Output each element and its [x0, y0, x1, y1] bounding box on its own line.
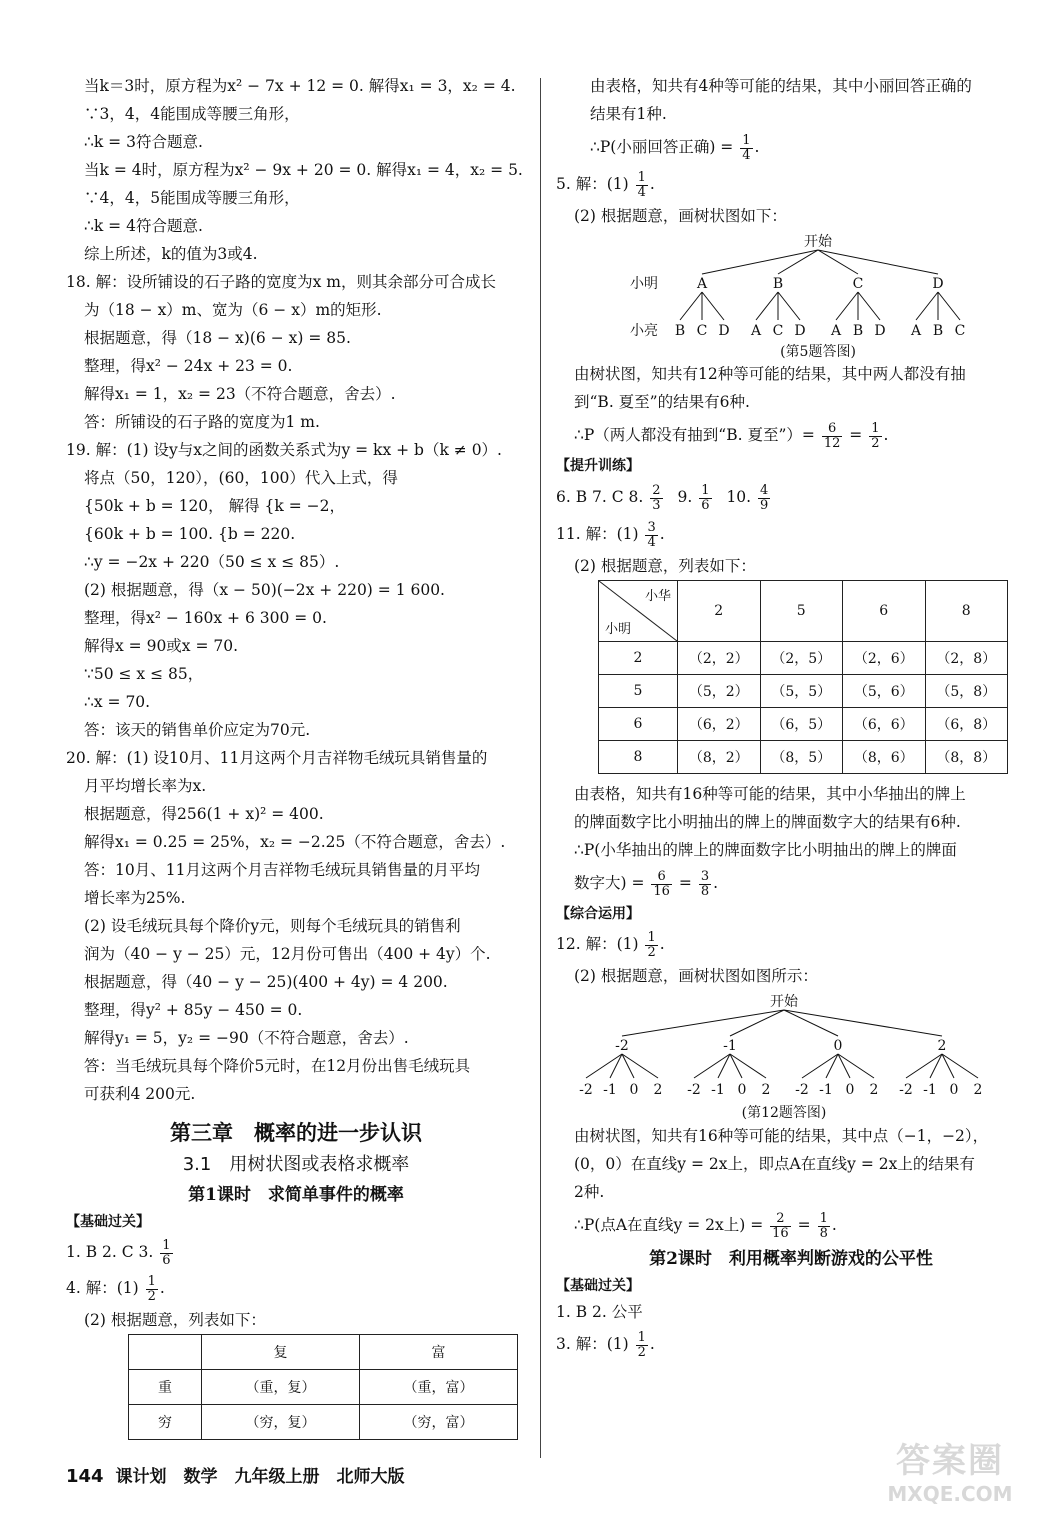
page-footer: [66, 1462, 405, 1487]
text-line: ∵3，4，4能围成等腰三角形，: [84, 105, 300, 123]
tree-branch: [778, 250, 818, 274]
tree-leaf: 2: [973, 1082, 983, 1098]
fraction: $\frac{6}{16}$: [653, 868, 670, 899]
chapter-title: 第三章 概率的进一步认识: [170, 1121, 422, 1145]
text-line: {60k + b = 100. {b = 220.: [84, 525, 296, 543]
tree-branch: [818, 250, 938, 274]
text-line: 答：所铺设的石子路的宽度为1 m.: [84, 413, 320, 431]
text-line: 当k = 4时，原方程为x² − 9x + 20 = 0. 解得x₁ = 4，x₂ = 5.: [84, 161, 523, 179]
answer-4-part2: (2) 根据题意，列表如下：: [84, 1311, 266, 1329]
table-11: [598, 580, 1008, 774]
text-line: 根据题意，得256(1 + x)² = 400.: [84, 805, 324, 823]
text-line: 答：该天的销售单价应定为70元.: [84, 721, 311, 739]
text-line: 根据题意，得（18 − x)(6 − x) = 85.: [84, 329, 351, 347]
tree-branch: [730, 1054, 766, 1078]
tree-node: -2: [615, 1038, 629, 1054]
tree-leaf: A: [910, 323, 922, 339]
tree-branch: [938, 292, 960, 320]
right-lines-c: [556, 780, 1026, 864]
text-line: ∵50 ≤ x ≤ 85，: [84, 665, 204, 683]
tree-branch: [702, 292, 724, 320]
text-line: 综上所述，k的值为3或4.: [84, 245, 258, 263]
table-row: 复 富: [129, 1335, 518, 1370]
text-line: 为（18 − x）m、宽为（6 − x）m的矩形.: [84, 301, 382, 319]
probability-3: 数字大) = $\frac{6}{16}$ = $\frac{3}{8}$ .: [574, 868, 719, 899]
right-lines-a: [556, 72, 1026, 128]
left-column: [66, 72, 526, 1440]
section-title: 3.1 用树状图或表格求概率: [182, 1154, 410, 1175]
tree-leaf: 0: [949, 1082, 959, 1098]
tree-branch: [942, 1054, 978, 1078]
text-line: 答：10月、11月这两个月吉祥物毛绒玩具销售量的月平均: [84, 861, 480, 879]
text-line: 19. 解：(1) 设y与x之间的函数关系式为y = kx + b（k ≠ 0）.: [66, 441, 502, 459]
text-line: ∴k = 4符合题意.: [84, 217, 203, 235]
answers-1-3: 1. B 2. C 3. $\frac{1}{6}$: [66, 1237, 171, 1268]
fraction: $\frac{3}{8}$: [700, 868, 710, 899]
text-line: 将点（50，120），(60，100）代入上式，得: [84, 469, 398, 487]
tree-level-label: 小亮: [630, 323, 658, 339]
tree-leaf: -1: [711, 1082, 725, 1098]
tree-diagram-5: [556, 230, 1026, 360]
text-line: (0，0）在直线y = 2x上，即点A在直线y = 2x上的结果有: [574, 1155, 975, 1173]
text-line: 2种.: [574, 1183, 605, 1201]
watermark-logo: 答案圈 MXQE.COM: [887, 1441, 1013, 1506]
table-row: 穷 （穷，复） （穷，富）: [129, 1405, 518, 1440]
tree-branch: [784, 1010, 838, 1036]
fraction: $\frac{4}{9}$: [760, 482, 769, 513]
tree-branch: [858, 292, 880, 320]
text-line: 月平均增长率为x.: [84, 777, 207, 795]
text-line: (2) 根据题意，得（x − 50)(−2x + 220) = 1 600.: [84, 581, 445, 599]
answer-11-part2: (2) 根据题意，列表如下：: [574, 557, 756, 575]
answer-3-part1: 3. 解：(1) $\frac{1}{2}$ .: [556, 1329, 655, 1360]
probability-4: ∴P(点A在直线y = 2x上) = $\frac{2}{16}$ = $\frac{1}{8}$ .: [574, 1210, 837, 1241]
answer-5-part1: 5. 解：(1) $\frac{1}{4}$ .: [556, 169, 655, 200]
tree-leaf: A: [750, 323, 762, 339]
basic-section-label: 【基础过关】: [66, 1214, 150, 1230]
answer-4-part1: 4. 解：(1) $\frac{1}{2}$ .: [66, 1273, 165, 1304]
table-corner-cell: 小华 小明: [599, 581, 678, 642]
text-line: 解得x₁ = 1，x₂ = 23（不符合题意，舍去）.: [84, 385, 396, 403]
text-line: 18. 解：设所铺设的石子路的宽度为x m，则其余部分可合成长: [66, 273, 496, 291]
right-column: [556, 72, 1026, 1362]
tree-node: 0: [833, 1038, 843, 1054]
tree-branch: [784, 1010, 942, 1036]
fraction: $\frac{2}{16}$: [772, 1210, 789, 1241]
text-line: 到“B. 夏至”的结果有6种.: [574, 393, 750, 411]
tree-caption: (第12题答图): [741, 1105, 827, 1121]
table-row: 小华 小明 2 5 6 8: [599, 581, 1008, 642]
tree-leaf: C: [772, 323, 784, 339]
text-line: 由表格，知共有4种等可能的结果，其中小丽回答正确的: [590, 77, 972, 95]
tree-leaf: B: [674, 323, 686, 339]
text-line: ∴y = −2x + 220（50 ≤ x ≤ 85）.: [84, 553, 340, 571]
tree-leaf: 0: [845, 1082, 855, 1098]
text-line: ∵4，4，5能围成等腰三角形，: [84, 189, 300, 207]
tree-leaf: C: [696, 323, 708, 339]
tree-leaf: D: [874, 323, 886, 339]
fraction: $\frac{2}{3}$: [652, 482, 661, 513]
fraction: $\frac{1}{2}$: [871, 420, 880, 451]
tree-leaf: 0: [737, 1082, 747, 1098]
tree-leaf: -1: [819, 1082, 833, 1098]
tree-branch: [802, 1054, 838, 1078]
fraction: $\frac{1}{6}$: [701, 482, 710, 513]
tree-leaf: 0: [629, 1082, 639, 1098]
text-line: ∴k = 3符合题意.: [84, 133, 203, 151]
table-row: 5 （5，2） （5，5） （5，6） （5，8）: [599, 675, 1008, 708]
text-line: 整理，得y² + 85y − 450 = 0.: [84, 1001, 303, 1019]
tree-branch: [680, 292, 702, 320]
probability-2: ∴P（两人都没有抽到“B. 夏至”）= $\frac{6}{12}$ = $\frac{1}{2}$ .: [574, 420, 889, 451]
answers-1-2: 1. B 2. 公平: [556, 1303, 643, 1321]
tree-leaf: -2: [899, 1082, 913, 1098]
tree-node: 2: [937, 1038, 947, 1054]
text-line: 润为（40 − y − 25）元，12月份可售出（400 + 4y）个.: [84, 945, 491, 963]
fraction: $\frac{6}{12}$: [823, 420, 841, 451]
table-row: 重 （重，复） （重，富）: [129, 1370, 518, 1405]
tree-leaf: 2: [869, 1082, 879, 1098]
tree-leaf: -2: [579, 1082, 593, 1098]
tree-branch: [586, 1054, 622, 1078]
lesson2-title: 第2课时 利用概率判断游戏的公平性: [649, 1249, 933, 1269]
tree-diagram-12: [556, 990, 1026, 1122]
basic2-section-label: 【基础过关】: [556, 1278, 640, 1294]
tree-root: 开始: [770, 994, 798, 1010]
text-line: 解得x₁ = 0.25 = 25%，x₂ = −2.25（不符合题意，舍去）.: [84, 833, 506, 851]
right-lines-d: [556, 1122, 1026, 1206]
text-line: 解得x = 90或x = 70.: [84, 637, 239, 655]
tree-leaf: D: [794, 323, 806, 339]
tree-branch: [756, 292, 778, 320]
table-4: [128, 1334, 518, 1440]
text-line: 可获利4 200元.: [84, 1085, 196, 1103]
answer-11-part1: 11. 解：(1) $\frac{3}{4}$ .: [556, 519, 665, 550]
tree-leaf: 2: [761, 1082, 771, 1098]
tree-leaf: -2: [795, 1082, 809, 1098]
text-line: (2) 设毛绒玩具每个降价y元，则每个毛绒玩具的销售利: [84, 917, 461, 935]
column-divider: [540, 78, 541, 1458]
text-line: ∴x = 70.: [84, 693, 151, 711]
text-line: 由树状图，知共有12种等可能的结果，其中两人都没有抽: [574, 365, 966, 383]
tree-branch: [622, 1010, 784, 1036]
tree-node: -1: [723, 1038, 737, 1054]
fraction: $\frac{1}{2}$: [637, 1329, 646, 1360]
answers-6-10: 6. B 7. C 8. $\frac{2}{3}$ 9. $\frac{1}{6}$ 10. $\frac{4}{9}$: [556, 482, 769, 513]
tree-leaf: -1: [923, 1082, 937, 1098]
fraction: $\frac{1}{6}$: [162, 1237, 171, 1268]
tree-root: 开始: [804, 234, 832, 250]
tree-node: D: [932, 276, 944, 292]
tree-branch: [836, 292, 858, 320]
table-row: 8 （8，2） （8，5） （8，6） （8，8）: [599, 741, 1008, 774]
book-title: 课计划 数学 九年级上册 北师大版: [115, 1467, 405, 1487]
lesson-title: 第1课时 求简单事件的概率: [188, 1185, 404, 1205]
tree-leaf: -2: [687, 1082, 701, 1098]
tree-branch: [838, 1054, 874, 1078]
tree-branch: [622, 1054, 658, 1078]
tree-branch: [906, 1054, 942, 1078]
apply-section-label: 【综合运用】: [556, 906, 640, 922]
answer-12-part2: (2) 根据题意，画树状图如图所示：: [574, 967, 818, 985]
text-line: 解得y₁ = 5，y₂ = −90（不符合题意，舍去）.: [84, 1029, 409, 1047]
right-lines-b: [556, 360, 1026, 416]
text-line: 整理，得x² − 24x + 23 = 0.: [84, 357, 293, 375]
text-line: ∴P(小华抽出的牌上的牌面数字比小明抽出的牌上的牌面: [574, 841, 957, 859]
answer-12-part1: 12. 解：(1) $\frac{1}{2}$ .: [556, 929, 665, 960]
tree-level-label: 小明: [630, 276, 658, 292]
fraction: $\frac{1}{2}$: [147, 1273, 156, 1304]
tree-caption: (第5题答图): [780, 344, 856, 360]
tree-branch: [694, 1054, 730, 1078]
fraction: $\frac{1}{8}$: [819, 1210, 828, 1241]
tree-node: A: [696, 276, 708, 292]
text-line: 根据题意，得（40 − y − 25)(400 + 4y) = 4 200.: [84, 973, 448, 991]
tree-leaf: C: [954, 323, 966, 339]
tree-leaf: D: [718, 323, 730, 339]
tree-leaf: B: [932, 323, 944, 339]
tree-branch: [778, 292, 800, 320]
text-line: 的牌面数字比小明抽出的牌上的牌面数字大的结果有6种.: [574, 813, 961, 831]
fraction: $\frac{1}{4}$: [742, 132, 751, 163]
fraction: $\frac{1}{4}$: [637, 169, 646, 200]
text-line: 由表格，知共有16种等可能的结果，其中小华抽出的牌上: [574, 785, 966, 803]
text-line: 增长率为25%.: [84, 889, 186, 907]
tree-branch: [702, 250, 818, 274]
probability-1: ∴P(小丽回答正确) = $\frac{1}{4}$ .: [590, 132, 760, 163]
fraction: $\frac{3}{4}$: [647, 519, 656, 550]
answer-5-part2: (2) 根据题意，画树状图如下：: [574, 207, 787, 225]
tree-leaf: -1: [603, 1082, 617, 1098]
table-row: 2 （2，2） （2，5） （2，6） （2，8）: [599, 642, 1008, 675]
tree-node: C: [852, 276, 864, 292]
page-number: 144: [66, 1466, 104, 1487]
left-solution-lines: [66, 72, 526, 1108]
tree-leaf: 2: [653, 1082, 663, 1098]
text-line: 由树状图，知共有16种等可能的结果，其中点（−1，−2），: [574, 1127, 989, 1145]
improve-section-label: 【提升训练】: [556, 458, 640, 474]
text-line: {50k + b = 120， 解得 {k = −2，: [84, 497, 345, 515]
text-line: 结果有1种.: [590, 105, 667, 123]
text-line: 答：当毛绒玩具每个降价5元时，在12月份出售毛绒玩具: [84, 1057, 471, 1075]
tree-node: B: [772, 276, 784, 292]
tree-leaf: B: [852, 323, 864, 339]
tree-leaf: A: [830, 323, 842, 339]
text-line: 20. 解：(1) 设10月、11月这两个月吉祥物毛绒玩具销售量的: [66, 749, 488, 767]
tree-branch: [916, 292, 938, 320]
fraction: $\frac{1}{2}$: [647, 929, 656, 960]
table-row: 6 （6，2） （6，5） （6，6） （6，8）: [599, 708, 1008, 741]
text-line: 整理，得x² − 160x + 6 300 = 0.: [84, 609, 327, 627]
text-line: 当k＝3时，原方程为x² − 7x + 12 = 0. 解得x₁ = 3，x₂ = 4.: [84, 77, 516, 95]
